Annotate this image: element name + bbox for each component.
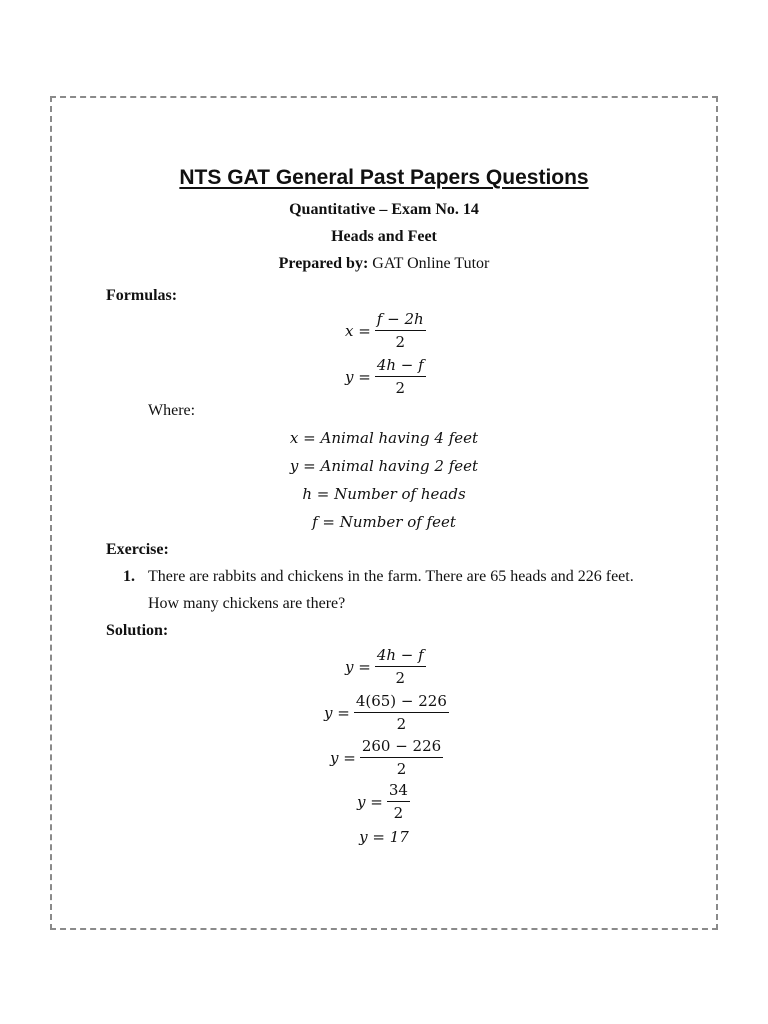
formula-x-numerator: f − 2h — [375, 310, 426, 331]
step-1-denominator: 2 — [395, 669, 406, 687]
step-3-denominator: 2 — [396, 760, 407, 778]
step-2-lhs: y = — [324, 703, 350, 722]
formula-x-lhs: x = — [345, 321, 371, 340]
solution-step-4 — [357, 781, 410, 822]
formulas-heading: Formulas: — [106, 287, 178, 304]
page-title: NTS GAT General Past Papers Questions — [179, 166, 589, 189]
solution-heading: Solution: — [106, 622, 169, 639]
question-number: 1. — [123, 568, 135, 585]
step-3-lhs: y = — [330, 748, 356, 767]
exercise-heading: Exercise: — [106, 541, 169, 558]
step-3-numerator: 260 − 226 — [360, 737, 443, 758]
formula-y-lhs: y = — [345, 367, 371, 386]
step-4-lhs: y = — [357, 792, 383, 811]
formula-y-numerator: 4h − f — [375, 356, 426, 377]
definition-x: x = Animal having 4 feet — [289, 429, 479, 447]
step-4-numerator: 34 — [387, 781, 410, 802]
definition-h: h = Number of heads — [302, 485, 466, 503]
definition-y: y = Animal having 2 feet — [289, 457, 479, 475]
solution-step-1 — [345, 646, 426, 687]
formula-y — [345, 356, 426, 397]
exam-subtitle: Quantitative – Exam No. 14 — [289, 201, 479, 218]
formula-x-denominator: 2 — [395, 333, 405, 351]
topic-heading: Heads and Feet — [331, 228, 437, 245]
formula-y-denominator: 2 — [395, 379, 406, 397]
step-1-lhs: y = — [345, 657, 371, 676]
solution-step-2 — [324, 692, 449, 733]
prepared-by-label: Prepared by: — [278, 255, 369, 272]
step-2-numerator: 4(65) − 226 — [354, 692, 449, 713]
question-text-line1: There are rabbits and chickens in the farm. There are 65 heads and 226 feet. — [148, 568, 634, 585]
definition-f: f = Number of feet — [312, 513, 456, 531]
prepared-by-name: GAT Online Tutor — [368, 255, 490, 272]
prepared-by-line — [0, 255, 768, 273]
solution-step-3 — [330, 737, 443, 778]
step-1-numerator: 4h − f — [375, 646, 426, 667]
step-2-denominator: 2 — [396, 715, 407, 733]
where-label: Where: — [148, 402, 196, 419]
step-4-denominator: 2 — [393, 804, 404, 822]
question-text-line2: How many chickens are there? — [148, 595, 346, 612]
formula-x — [345, 310, 426, 351]
solution-result: y = 17 — [359, 828, 409, 846]
